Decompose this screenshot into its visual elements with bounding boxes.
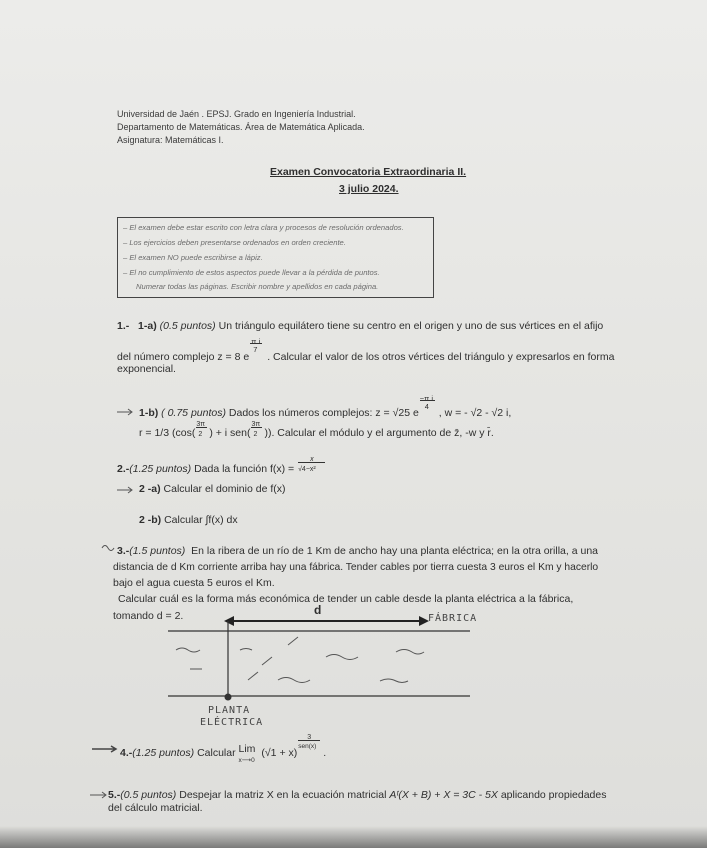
q1b-label: 1-b) [139,407,159,419]
q3-text5: tomando d = 2. [113,610,184,622]
q2a-label: 2 -a) [139,483,161,495]
q1a-text: Un triángulo equilátero tiene su centro en el origen y uno de sus vértices en el afijo [218,320,604,332]
instruction-item: – El examen NO puede escribirse a lápiz. [123,253,263,262]
q1a-text-end: exponencial. [117,363,176,375]
q1a-text-z: del número complejo z = 8 e [117,351,250,363]
q4-limit: Lim x⟶0 [238,743,256,764]
q2-fraction: $\frac{x}{\text{√4−x²}}$ [297,459,327,472]
q1b-frac-2: $\frac{3\pi}{2}$ [250,423,264,436]
q5-equation: Aᵗ(X + B) + X = 3C - 5X [389,789,498,801]
label-fabrica: FÁBRICA [428,613,478,624]
q1b-r-pre: r = 1/3 (cos( [139,427,196,439]
instruction-item: – El no cumplimiento de estos aspectos puede llevar a la pérdida de puntos. [123,268,380,277]
q5-points: (0.5 puntos) [120,789,177,801]
q3-text4: Calcular cuál es la forma más económica de tender un cable desde la planta eléctrica a la fábrica, [118,593,574,605]
q3-text2: distancia de d Km corriente arriba hay una fábrica. Tender cables por tierra cuesta 3 euros el Km y hacerlo [113,562,599,573]
q2b-text: Calcular ∫f(x) dx [164,514,238,526]
tilde-mark-icon [102,546,114,551]
q4-number: 4.- [120,747,133,759]
q5-text2: del cálculo matricial. [108,802,203,814]
label-electrica: ELÉCTRICA [200,717,264,728]
q4-text: Calcular [197,747,236,759]
q5-number: 5.- [108,789,121,801]
q1a-text-cont: . Calcular el valor de los otros vértices del triángulo y expresarlos en forma [267,351,615,363]
q4-base: (√1 + x) [261,747,298,759]
q3-points: (1.5 puntos) [129,545,186,557]
q1b-text-w: , w = - √2 - √2 i, [438,407,512,419]
q2-number: 2.- [117,463,130,475]
arrow-mark-icon [117,409,132,415]
q4-line: 4.-(1.25 puntos) Calcular Lim x⟶0 (√1 + x) 3 sen(x) . [120,734,327,764]
instruction-item: Numerar todas las páginas. Escribir nombre y apellidos en cada página. [136,282,379,291]
label-planta: PLANTA [208,705,251,716]
arrow-mark-icon [90,792,106,798]
q1b-r-mid: ) + i sen( [209,427,251,439]
arrow-mark-icon [117,487,132,493]
q4-points: (1.25 puntos) [132,747,195,759]
q1a-points: (0.5 puntos) [159,320,216,332]
q5-text-post: aplicando propiedades [500,789,607,801]
instruction-item: – El examen debe estar escrito con letra clara y procesos de resolución ordenados. [123,223,404,232]
q3-text1: En la ribera de un río de 1 Km de ancho hay una planta eléctrica; en la otra orilla, a una [191,545,598,557]
header-subject: Asignatura: Matemáticas I. [117,135,224,145]
q1b-points: ( 0.75 puntos) [161,407,226,419]
q3-number: 3.- [117,545,130,557]
q2b-label: 2 -b) [139,514,162,526]
q2-points: (1.25 puntos) [129,463,192,475]
instruction-item: – Los ejercicios deben presentarse ordenados en orden creciente. [123,238,346,247]
q1a-exponent: π i 7 [249,347,267,360]
q3-text3: bajo el agua cuesta 5 euros el Km. [113,577,275,589]
label-d: d [314,603,322,617]
q5-text: Despejar la matriz X en la ecuación matricial [179,789,387,801]
exam-date: 3 julio 2024. [339,183,399,195]
q1b-text: Dados los números complejos: z = √25 e [228,407,419,419]
header-department: Departamento de Matemáticas. Área de Matemática Aplicada. [117,122,365,132]
q1a-label: 1-a) [138,320,157,332]
q1-number: 1.- [117,320,130,332]
q1b-r-post: )). Calcular el módulo y el argumento de z̄, -w y r̄. [264,427,494,439]
q1b-exponent: −π i 4 [419,394,434,411]
q2a-text: Calcular el dominio de f(x) [163,483,286,495]
q1b-frac-1: $\frac{3\pi}{2}$ [195,423,209,436]
arrow-mark-icon [92,746,116,752]
exam-title: Examen Convocatoria Extraordinaria II. [270,166,467,178]
header-university: Universidad de Jaén . EPSJ. Grado en Ingeniería Industrial. [117,109,356,119]
q2-text: Dada la función f(x) = [194,463,295,475]
q4-exponent: 3 sen(x) [297,743,323,756]
